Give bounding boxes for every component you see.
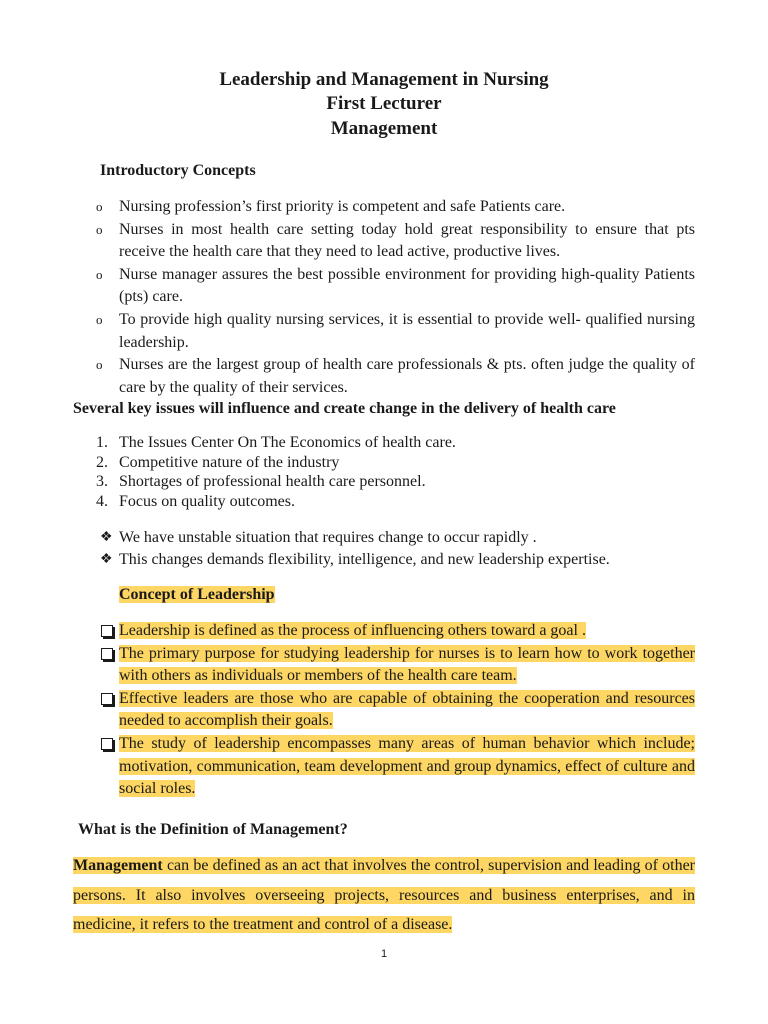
- page-number: 1: [380, 948, 388, 960]
- four-diamond-icon: ❖: [100, 552, 113, 567]
- shadowed-square-icon: [101, 625, 113, 637]
- management-term: Management: [73, 857, 163, 874]
- list-item: 2. Competitive nature of the industry: [96, 453, 340, 471]
- list-item: Leadership is defined as the process of influencing others toward a goal .: [73, 620, 695, 643]
- intro-list: [73, 196, 695, 399]
- list-item: o Nursing profession’s first priority is competent and safe Patients care.: [73, 196, 695, 219]
- list-item: The study of leadership encompasses many areas of human behavior which include; motivation, communication, team development and group dynamics, effect of culture and social roles.: [73, 733, 695, 801]
- key-issues-list: [73, 433, 695, 511]
- list-item: ❖ This changes demands flexibility, intelligence, and new leadership expertise.: [73, 549, 695, 571]
- hollow-circle-icon: o: [96, 266, 103, 282]
- list-item: 4. Focus on quality outcomes.: [96, 492, 295, 510]
- document-topic: Management: [330, 118, 438, 139]
- management-definition-heading: What is the Definition of Management?: [78, 821, 348, 838]
- hollow-circle-icon: o: [96, 357, 103, 373]
- hollow-circle-icon: o: [96, 311, 103, 327]
- list-item: o Nurses in most health care setting today hold great responsibility to ensure that pts receive the health care that they need to lead active, productive lives.: [96, 220, 695, 261]
- list-item: o To provide high quality nursing services, it is essential to provide well- qualified nursing leadership.: [96, 310, 695, 351]
- list-item: ❖ We have unstable situation that requires change to occur rapidly .: [73, 527, 695, 549]
- intro-heading: Introductory Concepts: [100, 162, 256, 179]
- hollow-circle-icon: o: [96, 199, 103, 214]
- leadership-list: [73, 620, 695, 801]
- list-item: The primary purpose for studying leadership for nurses is to learn how to work together with others as individuals or members of the health care team.: [73, 643, 695, 688]
- list-item: o Nurses are the largest group of health care professionals & pts. often judge the quality of care by the quality of their services.: [96, 356, 695, 396]
- change-list: [73, 527, 695, 571]
- shadowed-square-icon: [101, 648, 113, 660]
- document-title: Leadership and Management in Nursing: [219, 69, 549, 90]
- list-item: Effective leaders are those who are capable of obtaining the cooperation and resources needed to accomplish their goals.: [73, 688, 695, 733]
- document-subtitle: First Lecturer: [326, 93, 442, 114]
- shadowed-square-icon: [101, 693, 113, 705]
- list-item: o Nurse manager assures the best possible environment for providing high-quality Patients (pts) care.: [96, 265, 695, 306]
- shadowed-square-icon: [101, 738, 113, 750]
- management-definition-paragraph: Management can be defined as an act that involves the control, supervision and leading of other persons. It also involves overseeing projects, resources and business enterprises, and in medicine, it refers to the treatment and control of a disease.: [73, 857, 695, 933]
- leadership-heading: Concept of Leadership: [119, 586, 275, 603]
- key-issues-heading: Several key issues will influence and create change in the delivery of health care: [73, 400, 616, 417]
- hollow-circle-icon: o: [96, 221, 103, 237]
- four-diamond-icon: ❖: [100, 530, 113, 545]
- list-item: 3. Shortages of professional health care personnel.: [96, 473, 426, 491]
- list-item: 1. The Issues Center On The Economics of health care.: [96, 434, 456, 451]
